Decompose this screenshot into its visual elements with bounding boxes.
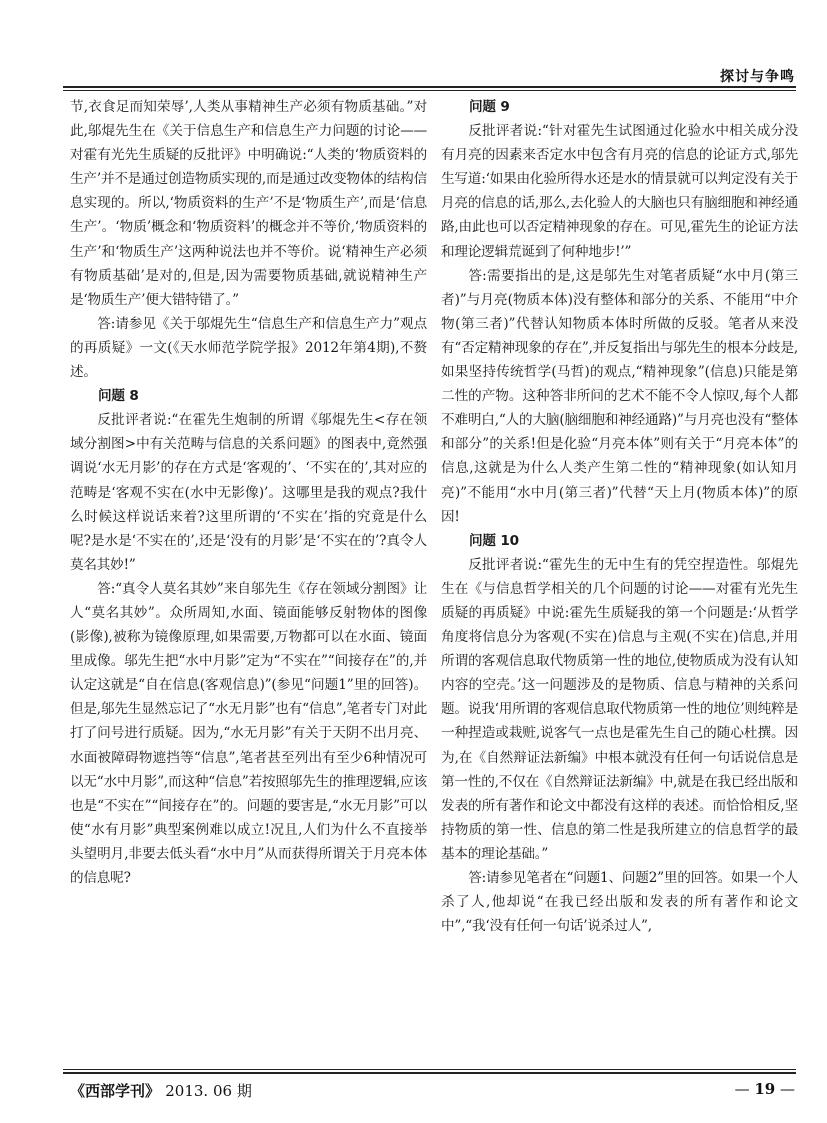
footer-journal	[70, 1080, 252, 1101]
right-column	[441, 95, 798, 938]
paragraph: 答:请参见《关于邬焜先生“信息生产和信息生产力”观点的再质疑》一文(《天水师范学院学报》2012年第4期),不赘述。	[70, 315, 427, 381]
left-column	[70, 95, 427, 890]
paragraph: 答:需要指出的是,这是邬先生对笔者质疑“水中月(第三者)”与月亮(物质本体)没有整体和部分的关系、不能用“中介物(第三者)”代替认知物质本体时所做的反驳。笔者从来没有“否定精神现象的存在”,并反复指出与邬先生的根本分歧是,如果坚持传统哲学(马哲)的观点,“精神现象”(信息)只能是第二性的产物。这种答非所问的艺术不能不令人惊叹,每个人都不难明白,“人的大脑(脑细胞和神经通路)”与月亮也没有“整体和部分”的关系!但是化验“月亮本体”则有关于“月亮本体”的信息,这就是为什么人类产生第二性的“精神现象(如认知月亮)”不能用“水中月(第三者)”代替“天上月(物质本体)”的原因!	[441, 267, 798, 525]
paragraph: 反批评者说:“针对霍先生试图通过化验水中相关成分没有月亮的因素来否定水中包含有月亮的信息的论证方式,邬先生写道:‘如果由化验所得水还是水的情景就可以判定没有关于月亮的信息的话,那么,去化验人的大脑也只有脑细胞和神经通路,由此也可以否定精神现象的存在。可见,霍先生的论证方法和理论逻辑荒诞到了何种地步!’”	[441, 123, 798, 260]
journal-name: 《西部学刊》	[70, 1082, 161, 1100]
header-rule-thin	[63, 90, 796, 91]
page-number: — 19 —	[734, 1080, 795, 1098]
question-heading: 问题 10	[469, 532, 519, 549]
paragraph: 答:请参见笔者在“问题1、问题2”里的回答。如果一个人杀了人,他却说“在我已经出版和发表的所有著作和论文中”,“我‘没有任何一句话’说杀过人”,	[441, 870, 798, 935]
question-heading: 问题 8	[98, 388, 139, 405]
section-tag: 探讨与争鸣	[720, 69, 795, 85]
paragraph: 反批评者说:“在霍先生炮制的所谓《邬焜先生<存在领域分割图>中有关范畴与信息的关系问题》的图表中,竟然强调说‘水无月影’的存在方式是‘客观的’、‘不实在的’,其对应的范畴是‘客观不实在(水中无影像)’。这哪里是我的观点?我什么时候这样说话来着?这里所谓的‘不实在’指的究竟是什么呢?是水是‘不实在的’,还是‘没有的月影’是‘不实在的’?真令人莫名其妙!”	[70, 412, 427, 573]
paragraph: 反批评者说:“霍先生的无中生有的凭空捏造性。邬焜先生在《与信息哲学相关的几个问题的讨论——对霍有光先生质疑的再质疑》中说:霍先生质疑我的第一个问题是:‘从哲学角度将信息分为客观(不实在)信息与主观(不实在)信息,并用所谓的客观信息取代物质第一性的地位,使物质成为没有认知内容的空壳。’这一问题涉及的是物质、信息与精神的关系问题。说我‘用所谓的客观信息取代物质第一性的地位’则纯粹是一种捏造或栽赃,说客气一点也是霍先生自己的随心杜撰。因为,在《自然辩证法新编》中根本就没有任何一句话说信息是第一性的,不仅在《自然辩证法新编》中,就是在我已经出版和发表的所有著作和论文中都没有这样的表述。而恰恰相反,坚持物质的第一性、信息的第二性是我所建立的信息哲学的最基本的理论基础。”	[441, 556, 798, 862]
question-heading: 问题 9	[469, 99, 510, 115]
paragraph: 节,衣食足而知荣辱’,人类从事精神生产必须有物质基础。”对此,邬焜先生在《关于信息生产和信息生产力问题的讨论——对霍有光先生质疑的反批评》中明确说:“人类的‘物质资料的生产’并不是通过创造物质实现的,而是通过改变物体的结构信息实现的。所以,‘物质资料的生产’不是‘物质生产’,而是‘信息生产’。‘物质’概念和‘物质资料’的概念并不等价,‘物质资料的生产’和‘物质生产’这两种说法也并不等价。说‘精神生产必须有物质基础’是对的,但是,因为需要物质基础,就说精神生产是‘物质生产’便大错特错了。”	[70, 99, 427, 308]
header-rule-thick	[63, 86, 796, 88]
page-number-value: 19	[754, 1080, 776, 1098]
footer-rule-thin	[63, 1069, 796, 1070]
footer-rule-thick	[63, 1072, 796, 1074]
journal-issue: 2013. 06 期	[165, 1082, 252, 1100]
paragraph: 答:“真令人莫名其妙”来自邬先生《存在领域分割图》让人“莫名其妙”。众所周知,水面、镜面能够反射物体的图像(影像),被称为镜像原理,如果需要,万物都可以在水面、镜面里成像。邬先生把“水中月影”定为“不实在”“间接存在”的,并认定这就是“自在信息(客观信息)”(参见“问题1”里的回答)。但是,邬先生显然忘记了“水无月影”也有“信息”,笔者专门对此打了问号进行质疑。因为,“水无月影”有关于天阴不出月亮、水面被障碍物遮挡等“信息”,笔者甚至列出有至少6种情况可以无“水中月影”,而这种“信息”若按照邬先生的推理逻辑,应该也是“不实在”“间接存在”的。问题的要害是,“水无月影”可以使“水有月影”典型案例难以成立!况且,人们为什么不直接举头望明月,非要去低头看“水中月”从而获得所谓关于月亮本体的信息呢?	[70, 580, 427, 886]
